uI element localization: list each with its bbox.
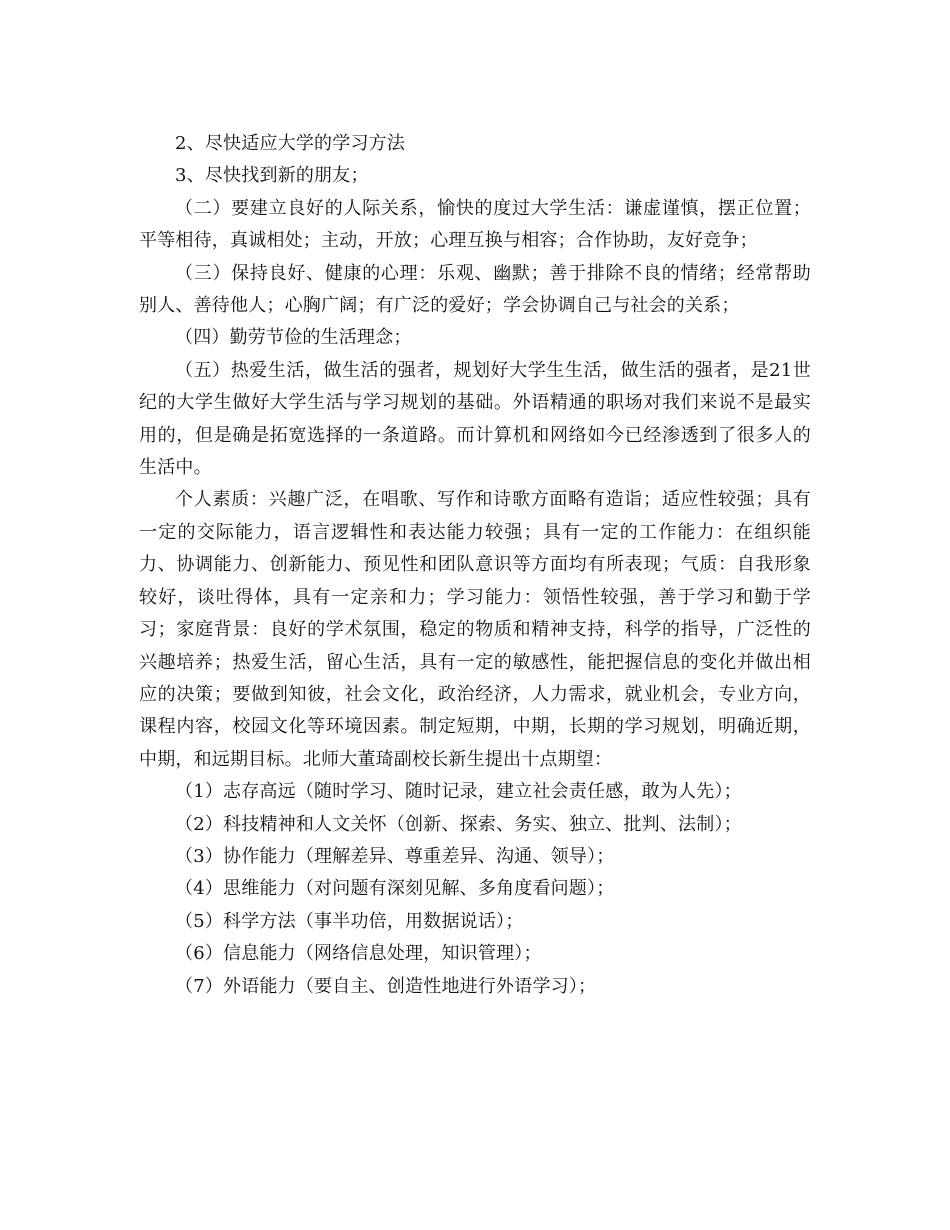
list-item-1: （1）志存高远（随时学习、随时记录，建立社会责任感，敢为人先）； <box>175 781 742 803</box>
paragraph-7: 个人素质：兴趣广泛，在唱歌、写作和诗歌方面略有造诣；适应性较强；具有一定的交际能力，语言逻辑性和表达能力较强；具有一定的工作能力：在组织能力、协调能力、创新能力、预见性和团队意识等方面均有所表现；气质：自我形象较好，谈吐得体，具有一定亲和力；学习能力：领悟性较强，善于学习和勤于学习；家庭背景：良好的学术氛围，稳定的物质和精神支持，科学的指导，广泛性的兴趣培养；热爱生活，留心生活，具有一定的敏感性，能把握信息的变化并做出相应的决策；要做到知彼，社会文化，政治经济，人力需求，就业机会，专业方向，课程内容，校园文化等环境因素。制定短期，中期，长期的学习规划，明确近期，中期，和远期目标。北师大董琦副校长新生提出十点期望： <box>139 489 811 770</box>
list-item-3: （3）协作能力（理解差异、尊重差异、沟通、领导）； <box>175 845 615 867</box>
paragraph-3: （二）要建立良好的人际关系，愉快的度过大学生活：谦虚谨慎，摆正位置；平等相待，真诚相处；主动，开放；心理互换与相容；合作协助，友好竞争； <box>139 197 811 252</box>
list-item-4: （4）思维能力（对问题有深刻见解、多角度看问题）； <box>175 878 615 900</box>
paragraph-2: 3、尽快找到新的朋友； <box>175 165 369 187</box>
list-item-6: （6）信息能力（网络信息处理，知识管理）； <box>175 943 542 965</box>
paragraph-1: 2、尽快适应大学的学习方法 <box>175 133 406 154</box>
paragraph-5: （四）勤劳节俭的生活理念； <box>175 327 412 349</box>
list-item-2: （2）科技精神和人文关怀（创新、探索、务实、独立、批判、法制）； <box>175 813 742 835</box>
paragraph-6: （五）热爱生活，做生活的强者，规划好大学生生活，做生活的强者，是21世纪的大学生做好大学生活与学习规划的基础。外语精通的职场对我们来说不是最实用的，但是确是拓宽选择的一条道路。而计算机和网络如今已经渗透到了很多人的生活中。 <box>139 359 811 479</box>
paragraph-4: （三）保持良好、健康的心理：乐观、幽默；善于排除不良的情绪；经常帮助别人、善待他人；心胸广阔；有广泛的爱好；学会协调自己与社会的关系； <box>139 262 811 317</box>
list-item-5: （5）科学方法（事半功倍，用数据说话）； <box>175 910 524 932</box>
list-item-7: （7）外语能力（要自主、创造性地进行外语学习）； <box>175 975 597 997</box>
document-body <box>139 128 811 1003</box>
